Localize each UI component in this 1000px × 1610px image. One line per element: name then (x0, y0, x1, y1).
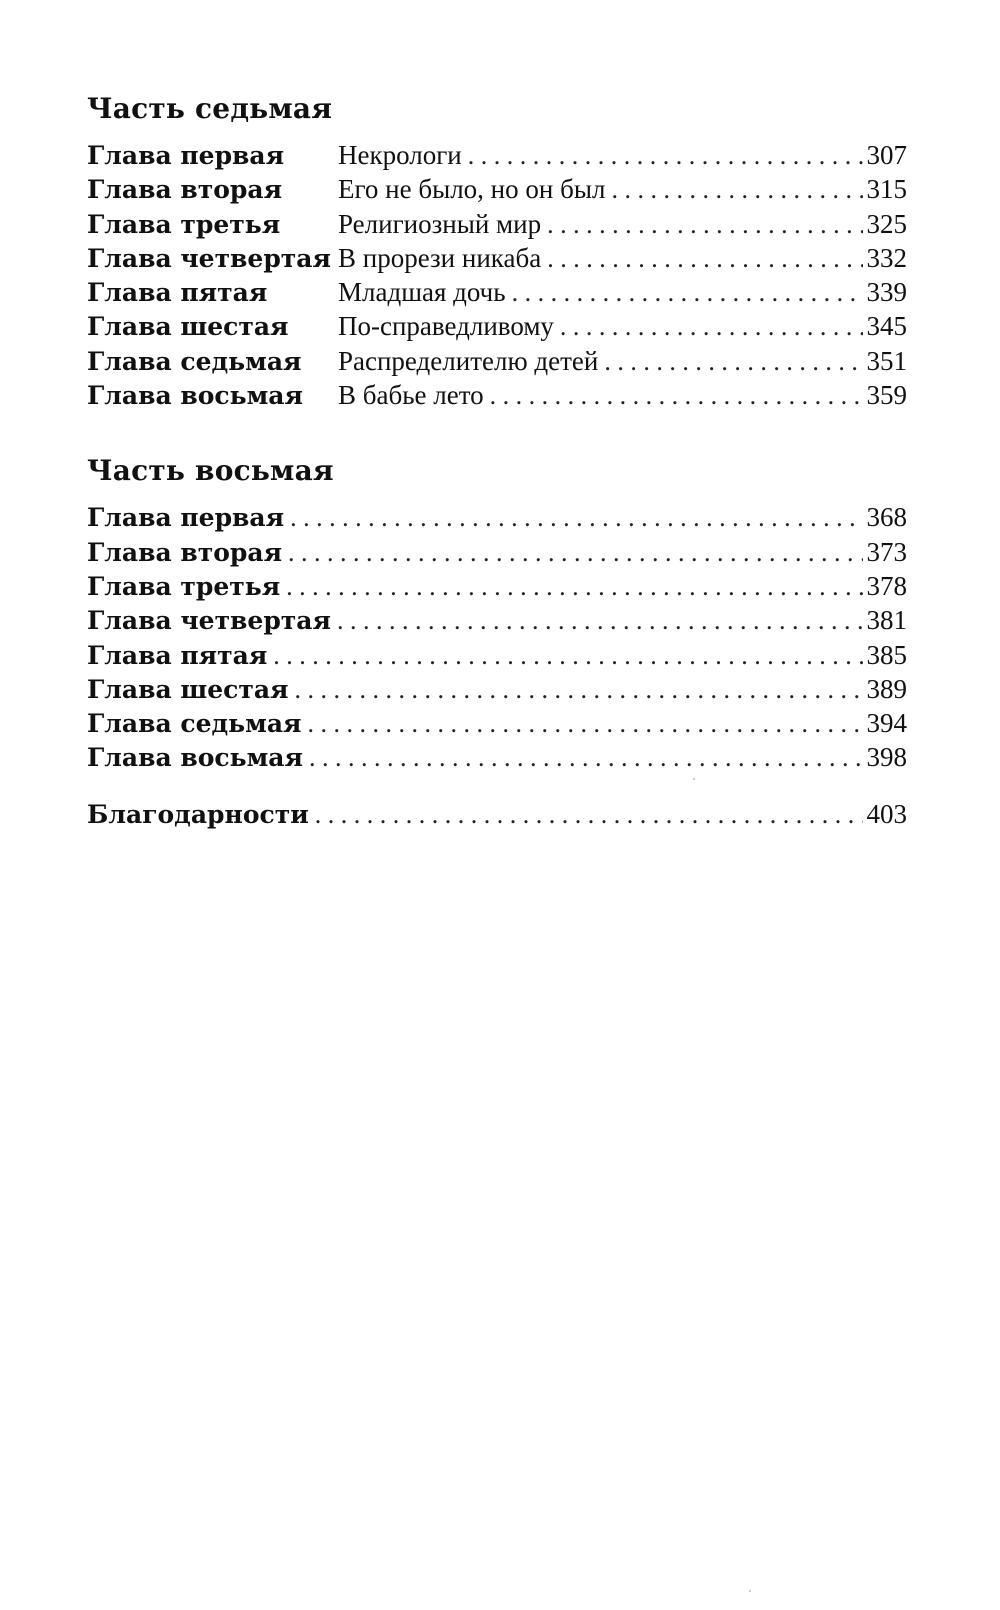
dot-leader (288, 538, 862, 568)
chapter-title: В прорези никаба (338, 242, 542, 273)
dot-leader (604, 347, 862, 377)
scan-speck (749, 1590, 751, 1592)
chapter-label: Глава первая (87, 503, 285, 533)
page-number: 325 (866, 208, 907, 239)
toc-entry[interactable] (87, 380, 907, 414)
dot-leader (547, 210, 862, 240)
dot-leader (295, 675, 863, 705)
dot-leader (273, 641, 862, 671)
page-number: 359 (866, 380, 907, 411)
chapter-label: Глава седьмая (87, 346, 302, 376)
toc-entry[interactable] (87, 346, 907, 380)
chapter-title: В бабье лето (338, 380, 484, 411)
page-number: 315 (866, 174, 907, 205)
chapter-label: Глава третья (87, 571, 281, 601)
scan-speck (693, 778, 695, 780)
toc-entry[interactable] (87, 640, 907, 674)
toc-entry[interactable] (87, 502, 907, 536)
page-number: 332 (866, 242, 907, 273)
toc-entry[interactable] (87, 605, 907, 639)
chapter-title: Его не было, но он был (338, 174, 606, 205)
page-number: 339 (866, 277, 907, 308)
dot-leader (490, 381, 863, 411)
chapter-title: Некрологи (338, 140, 462, 170)
toc-entry[interactable] (87, 311, 907, 345)
page-number: 345 (866, 311, 907, 342)
toc-entry[interactable] (87, 537, 907, 571)
table-of-contents (87, 92, 907, 833)
toc-entry[interactable] (87, 243, 907, 277)
chapter-label: Глава вторая (87, 537, 283, 567)
chapter-label: Глава пятая (87, 640, 268, 670)
page-number: 351 (866, 345, 907, 376)
chapter-label: Глава вторая (87, 175, 283, 205)
toc-entry[interactable] (87, 674, 907, 708)
dot-leader (337, 606, 863, 636)
dot-leader (560, 312, 863, 342)
dot-leader (512, 278, 863, 308)
chapter-label: Глава третья (87, 209, 281, 239)
part-eight (87, 454, 907, 776)
dot-leader (611, 175, 862, 205)
page-number: 307 (866, 140, 907, 170)
toc-entry[interactable] (87, 174, 907, 208)
page-number: 398 (866, 742, 907, 773)
part-seven (87, 92, 907, 414)
toc-entry[interactable] (87, 571, 907, 605)
chapter-label: Глава шестая (87, 674, 289, 704)
page-number: 385 (866, 639, 907, 670)
acknowledgements-label: Благодарности (87, 799, 309, 829)
chapter-label: Глава первая (87, 141, 285, 170)
chapter-title: По-справедливому (338, 311, 554, 342)
toc-entry[interactable] (87, 140, 907, 174)
toc-entry[interactable] (87, 277, 907, 311)
chapter-title: Младшая дочь (338, 277, 506, 308)
page-number: 381 (866, 605, 907, 636)
chapter-title: Религиозный мир (338, 208, 542, 239)
acknowledgements-entry[interactable] (87, 799, 907, 833)
chapter-label: Глава седьмая (87, 709, 302, 739)
chapter-label: Глава четвертая (87, 243, 331, 273)
chapter-label: Глава пятая (87, 278, 268, 308)
part-title: Часть седьмая (87, 92, 333, 125)
page-number: 403 (866, 798, 907, 829)
dot-leader (286, 572, 862, 602)
dot-leader (290, 503, 862, 533)
chapter-label: Глава шестая (87, 312, 289, 342)
dot-leader (315, 800, 863, 830)
dot-leader (468, 141, 863, 171)
chapter-label: Глава восьмая (87, 743, 303, 773)
chapter-label: Глава четвертая (87, 606, 331, 636)
dot-leader (308, 709, 863, 739)
page-number: 373 (866, 536, 907, 567)
page-number: 378 (866, 570, 907, 601)
dot-leader (309, 743, 863, 773)
page-number: 394 (866, 708, 907, 739)
toc-entry[interactable] (87, 708, 907, 742)
page-number: 389 (866, 673, 907, 704)
part-title: Часть восьмая (87, 454, 334, 488)
chapter-title: Распределителю детей (338, 345, 599, 376)
toc-entry[interactable] (87, 742, 907, 776)
page-number: 368 (866, 502, 907, 533)
dot-leader (547, 244, 862, 274)
chapter-label: Глава восьмая (87, 381, 303, 411)
toc-entry[interactable] (87, 209, 907, 243)
